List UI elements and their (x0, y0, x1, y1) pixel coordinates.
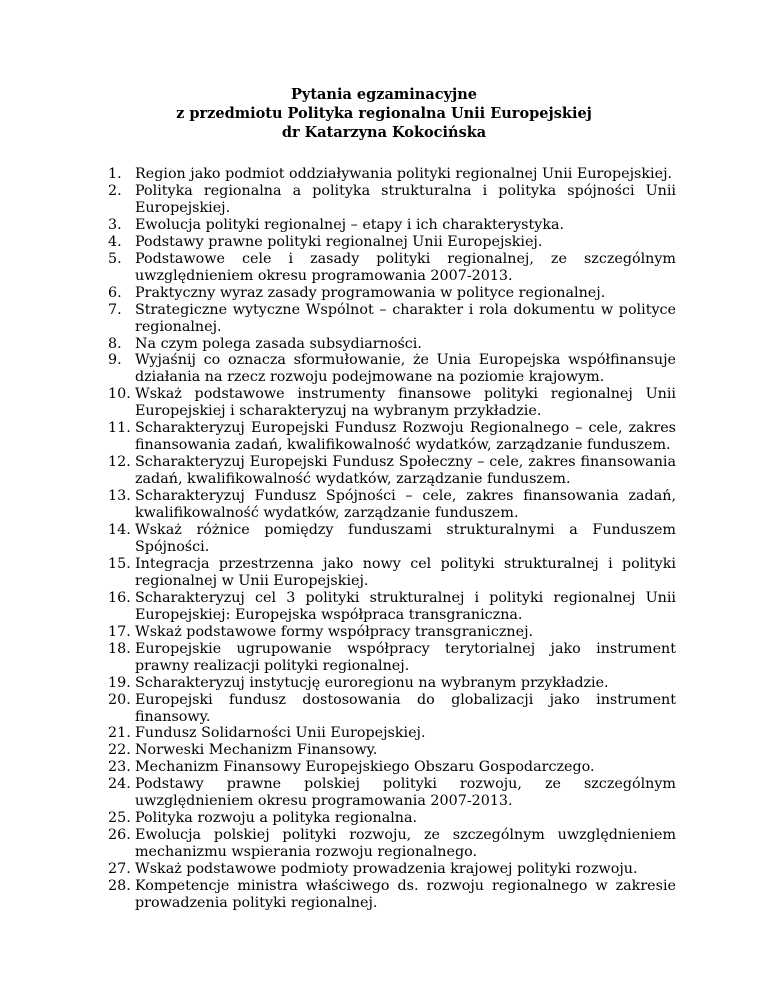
question-number: 19. (108, 674, 131, 691)
question-number: 27. (108, 861, 131, 878)
question-text: Polityka rozwoju a polityka regionalna. (135, 810, 418, 827)
question-text: Podstawy prawne polityki regionalnej Unii Europejskiej. (135, 233, 543, 250)
question-text: Integracja przestrzenna jako nowy cel polityki strukturalnej i polityki regionalnej w Unii Europejskiej. (135, 555, 676, 589)
question-number: 6. (108, 284, 122, 301)
question-text: Wskaż podstawowe formy współpracy transgranicznej. (135, 623, 534, 640)
header-author: dr Katarzyna Kokocińska (281, 124, 487, 141)
question-item (108, 336, 676, 353)
question-number: 16. (108, 589, 131, 606)
question-number: 7. (108, 301, 122, 318)
question-number: 1. (108, 166, 122, 182)
question-text: Wskaż podstawowe instrumenty finansowe polityki regionalnej Unii Europejskiej i scharakteryzuj na wybranym przykładzie. (135, 386, 676, 420)
question-text: Podstawy prawne polskiej polityki rozwoju, ze szczególnym uwzględnieniem okresu programowania 2007-2013. (135, 776, 676, 810)
question-number: 8. (108, 335, 122, 352)
question-number: 11. (108, 420, 131, 437)
question-item (108, 675, 676, 692)
question-text: Strategiczne wytyczne Wspólnot – charakter i rola dokumentu w polityce regionalnej. (135, 301, 676, 335)
question-item (108, 878, 676, 912)
question-number: 26. (108, 827, 131, 844)
question-text: Wyjaśnij co oznacza sformułowanie, że Unia Europejska współfinansuje działania na rzecz rozwoju podejmowane na poziomie krajowym. (135, 352, 676, 386)
question-text: Wskaż podstawowe podmioty prowadzenia krajowej polityki rozwoju. (135, 861, 638, 878)
question-number: 28. (108, 878, 131, 895)
question-item (108, 352, 676, 386)
question-number: 10. (108, 386, 131, 403)
question-item (108, 590, 676, 624)
question-number: 24. (108, 776, 131, 793)
question-text: Scharakteryzuj cel 3 polityki strukturalnej i polityki regionalnej Unii Europejskiej: Europejska współpraca transgraniczna. (135, 589, 676, 623)
question-number: 17. (108, 623, 131, 640)
question-item (108, 624, 676, 641)
question-item (108, 217, 676, 234)
question-number: 23. (108, 759, 131, 776)
header-subject: z przedmiotu Polityka regionalna Unii Europejskiej (176, 105, 592, 122)
question-item (108, 522, 676, 556)
question-text: Podstawowe cele i zasady polityki regionalnej, ze szczególnym uwzględnieniem okresu programowania 2007-2013. (135, 250, 676, 284)
question-text: Praktyczny wyraz zasady programowania w polityce regionalnej. (135, 284, 606, 301)
question-item (108, 776, 676, 810)
question-number: 14. (108, 522, 131, 539)
question-number: 2. (108, 182, 122, 199)
question-item (108, 420, 676, 454)
question-text: Europejskie ugrupowanie współpracy terytorialnej jako instrument prawny realizacji polityki regionalnej. (135, 640, 676, 674)
question-item (108, 183, 676, 217)
question-item (108, 302, 676, 336)
question-text: Region jako podmiot oddziaływania polityki regionalnej Unii Europejskiej. (135, 166, 673, 182)
question-text: Scharakteryzuj Europejski Fundusz Rozwoju Regionalnego – cele, zakres finansowania zadań, kwalifikowalność wydatków, zarządzanie funduszem. (135, 420, 676, 454)
question-number: 21. (108, 725, 131, 742)
question-text: Mechanizm Finansowy Europejskiego Obszaru Gospodarczego. (135, 759, 595, 776)
question-number: 22. (108, 742, 131, 759)
question-item (108, 810, 676, 827)
question-item (108, 386, 676, 420)
question-item (108, 251, 676, 285)
question-number: 3. (108, 216, 122, 233)
question-item (108, 742, 676, 759)
question-number: 15. (108, 555, 131, 572)
question-number: 5. (108, 250, 122, 267)
question-text: Scharakteryzuj Europejski Fundusz Społeczny – cele, zakres finansowania zadań, kwalifikowalność wydatków, zarządzanie funduszem. (135, 454, 676, 488)
question-text: Europejski fundusz dostosowania do globalizacji jako instrument finansowy. (135, 691, 676, 725)
question-item (108, 488, 676, 522)
question-number: 13. (108, 488, 131, 505)
question-number: 20. (108, 691, 131, 708)
document-header (0, 85, 768, 142)
question-text: Norweski Mechanizm Finansowy. (135, 742, 378, 759)
question-text: Scharakteryzuj instytucję euroregionu na wybranym przykładzie. (135, 674, 609, 691)
question-item (108, 556, 676, 590)
question-item (108, 234, 676, 251)
question-number: 18. (108, 640, 131, 657)
question-item (108, 759, 676, 776)
question-number: 9. (108, 352, 122, 369)
question-number: 4. (108, 233, 122, 250)
header-title: Pytania egzaminacyjne (291, 86, 477, 103)
question-text: Wskaż różnice pomiędzy funduszami strukturalnymi a Funduszem Spójności. (135, 522, 676, 555)
question-text: Fundusz Solidarności Unii Europejskiej. (135, 725, 426, 742)
question-text: Kompetencje ministra właściwego ds. rozwoju regionalnego w zakresie prowadzenia polityki regionalnej. (135, 878, 676, 911)
question-text: Na czym polega zasada subsydiarności. (135, 335, 422, 352)
question-text: Polityka regionalna a polityka strukturalna i polityka spójności Unii Europejskiej. (135, 182, 676, 216)
question-item (108, 285, 676, 302)
question-number: 12. (108, 454, 131, 471)
question-item (108, 166, 676, 183)
question-item (108, 827, 676, 861)
question-text: Scharakteryzuj Fundusz Spójności – cele, zakres finansowania zadań, kwalifikowalność wydatków, zarządzanie funduszem. (135, 488, 676, 522)
question-item (108, 641, 676, 675)
question-text: Ewolucja polskiej polityki rozwoju, ze szczególnym uwzględnieniem mechanizmu wspierania rozwoju regionalnego. (135, 827, 676, 861)
question-list (108, 166, 676, 912)
question-item (108, 861, 676, 878)
question-item (108, 692, 676, 726)
question-text: Ewolucja polityki regionalnej – etapy i ich charakterystyka. (135, 216, 565, 233)
question-number: 25. (108, 810, 131, 827)
question-item (108, 725, 676, 742)
question-item (108, 454, 676, 488)
